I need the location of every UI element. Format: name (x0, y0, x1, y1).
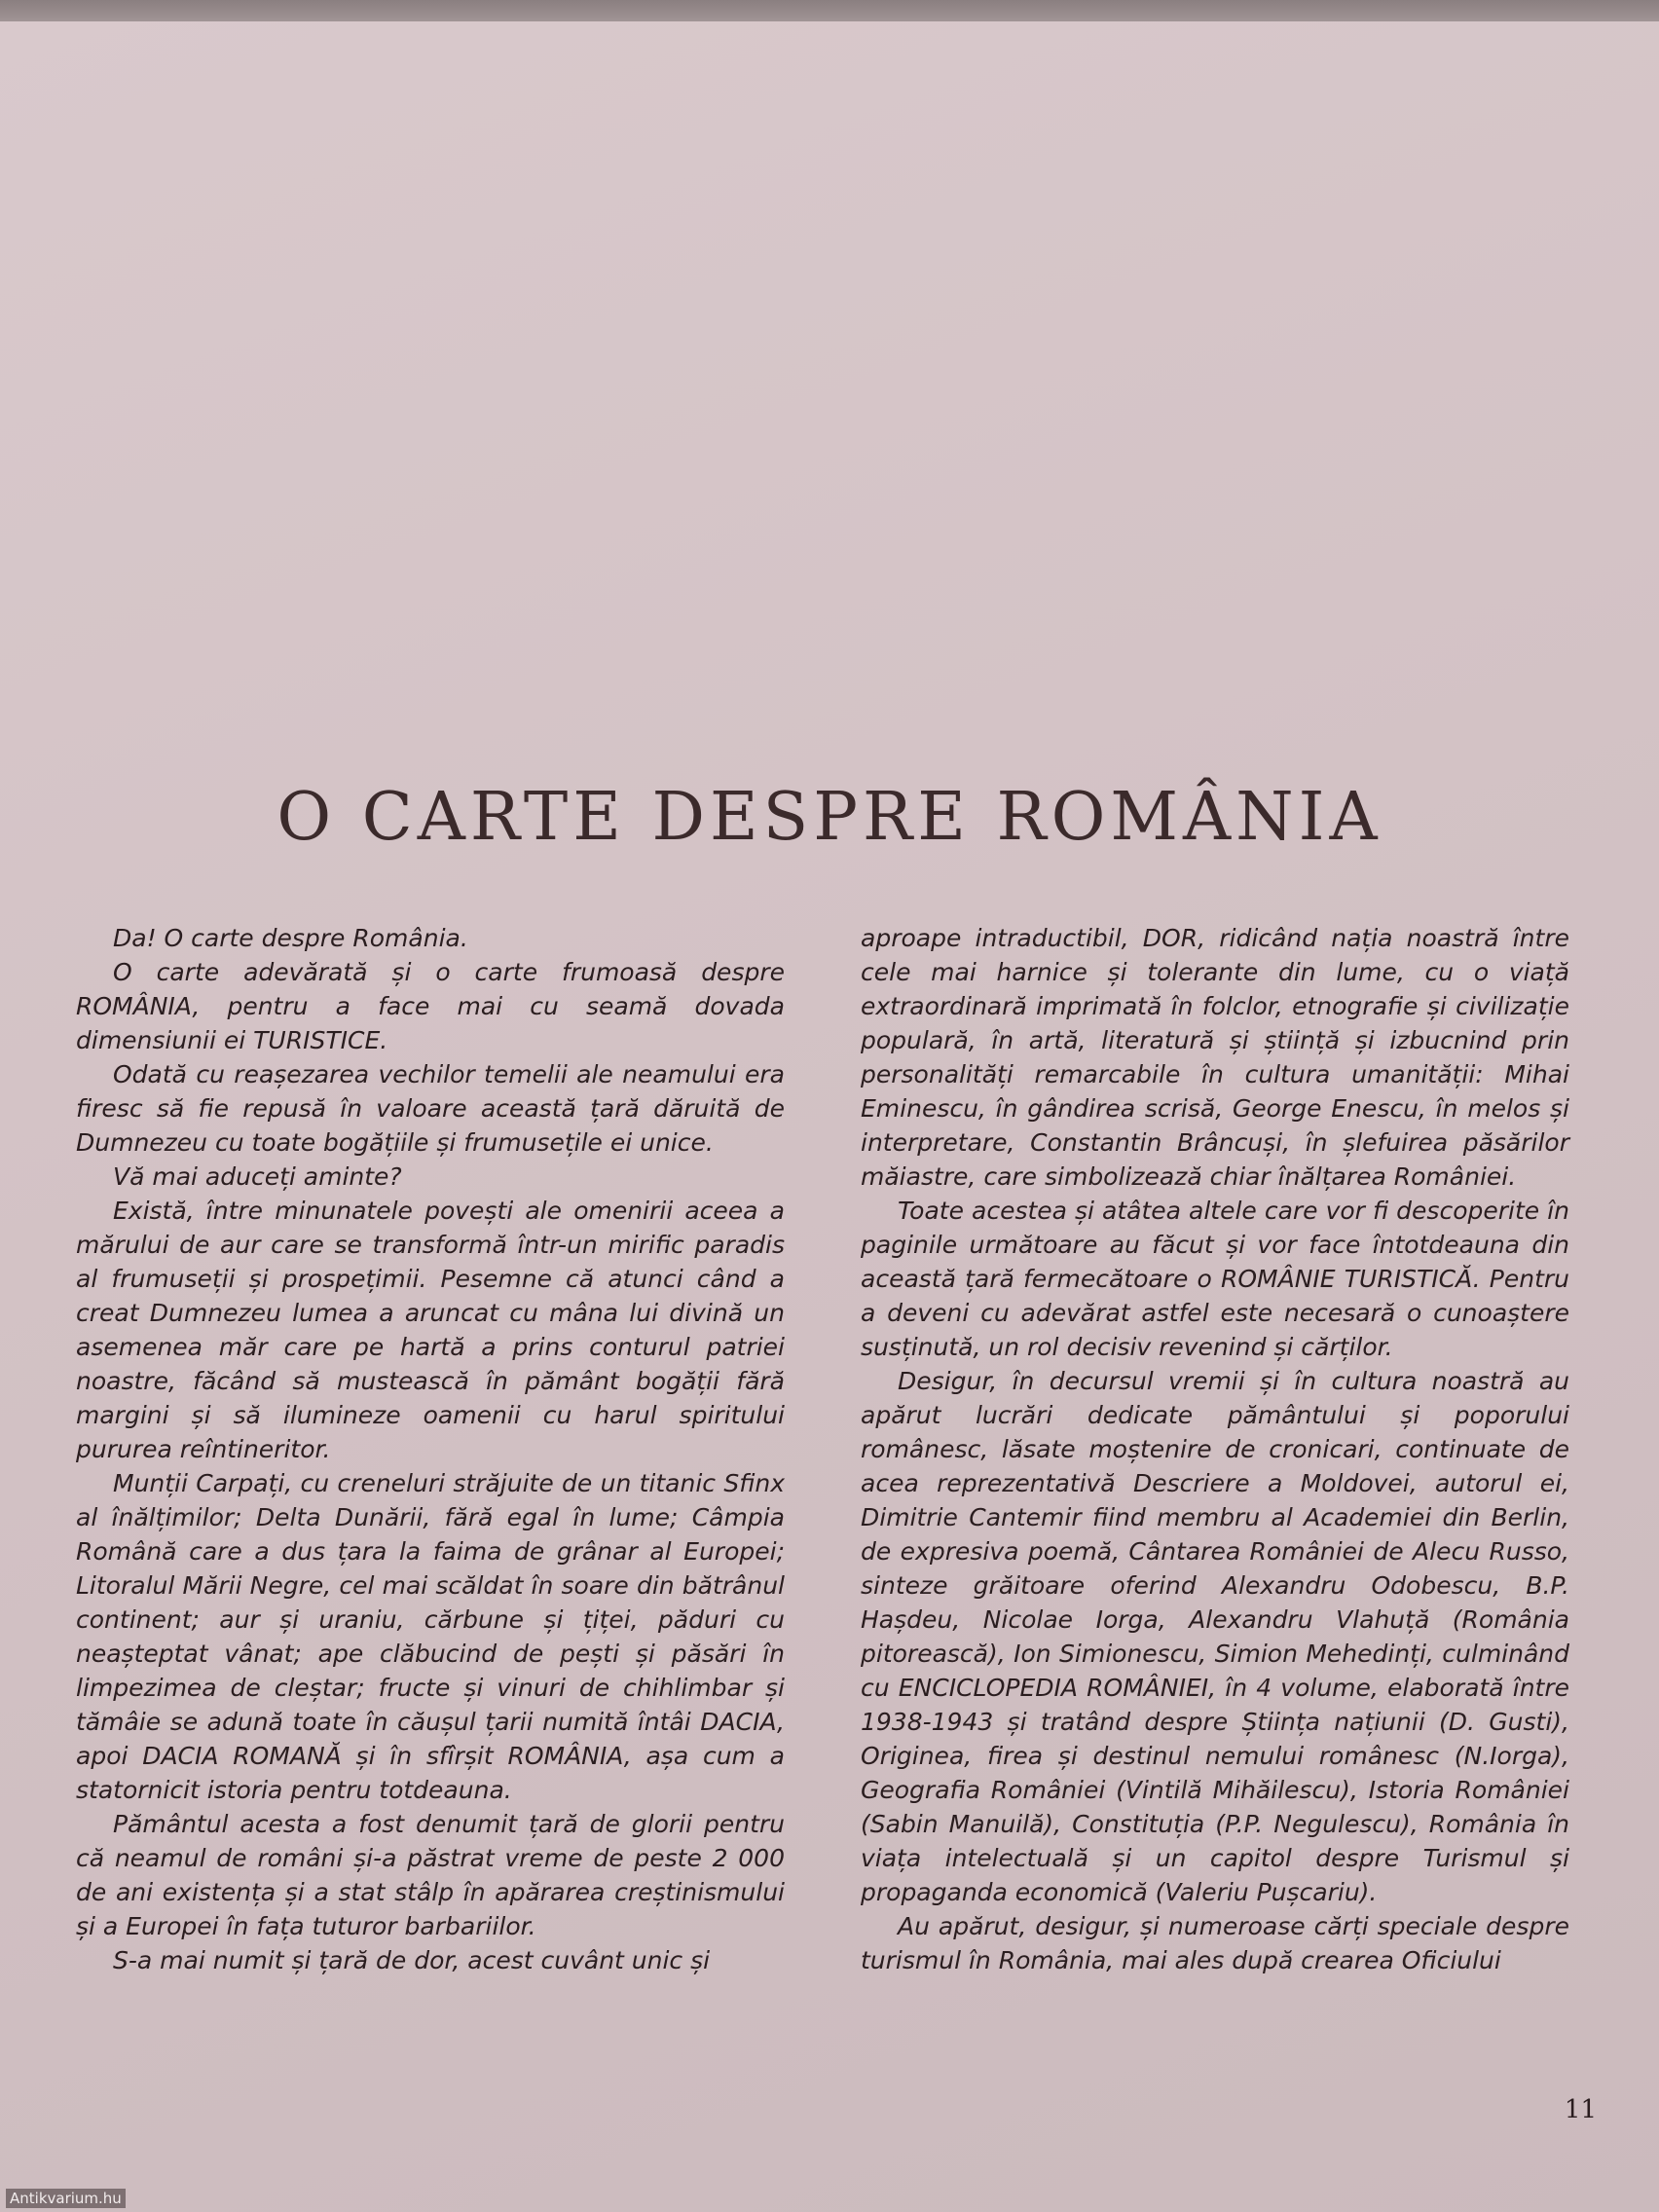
paragraph: S-a mai numit și țară de dor, acest cuvânt unic și (113, 1946, 711, 1974)
paragraph: Odată cu reașezarea vechilor temelii ale neamului era firesc să fie repusă în valoare această țară dăruită de Dumnezeu cu toate bogățiile și frumusețile ei unice. (76, 1060, 785, 1157)
paragraph: Au apărut, desigur, și numeroase cărți speciale despre turismul în România, mai ales după crearea Oficiului (861, 1912, 1569, 1974)
paragraph: O carte adevărată și o carte frumoasă despre ROMÂNIA, pentru a face mai cu seamă dovada dimensiunii ei TURISTICE. (76, 958, 785, 1054)
paragraph: Da! O carte despre România. (113, 924, 468, 952)
left-text-column (76, 921, 785, 1977)
page-title: O CARTE DESPRE ROMÂNIA (276, 779, 1382, 856)
page-number: 11 (1564, 2095, 1597, 2124)
paragraph: Pământul acesta a fost denumit țară de glorii pentru că neamul de români și-a păstrat vreme de peste 2 000 de ani existența și a stat stâlp în apărarea creștinismului și a Europei în fața tuturor barbariilor. (76, 1810, 785, 1940)
paragraph: Munții Carpați, cu creneluri străjuite de un titanic Sfinx al înălțimilor; Delta Dunării, fără egal în lume; Câmpia Română care a dus țara la faima de grânar al Europei; Litoralul Mării Negre, cel mai scăldat în soare din bătrânul continent; aur și uraniu, cărbune și țiței, păduri cu neașteptat vânat; ape clăbucind de pești și păsări în limpezimea de cleștar; fructe și vinuri de chihlimbar și tămâie se adună toate în căușul țarii numită întâi DACIA, apoi DACIA ROMANĂ și în sfîrșit ROMÂNIA, așa cum a statornicit istoria pentru totdeauna. (76, 1469, 785, 1804)
watermark: Antikvarium.hu (6, 2189, 126, 2208)
paragraph: Desigur, în decursul vremii și în cultura noastră au apărut lucrări dedicate pământului și poporului românesc, lăsate moștenire de cronicari, continuate de acea reprezentativă Descriere a Moldovei, autorul ei, Dimitrie Cantemir fiind membru al Academiei din Berlin, de expresiva poemă, Cântarea României de Alecu Russo, sinteze grăitoare oferind Alexandru Odobescu, B.P. Hașdeu, Nicolae Iorga, Alexandru Vlahuță (România pitorească), Ion Simionescu, Simion Mehedinți, culminând cu ENCICLOPEDIA ROMÂNIEI, în 4 volume, elaborată între 1938-1943 și tratând despre Știința națiunii (D. Gusti), Originea, firea și destinul nemului românesc (N.Iorga), Geografia României (Vintilă Mihăilescu), Istoria României (Sabin Manuilă), Constituția (P.P. Negulescu), România în viața intelectuală și un capitol despre Turismul și propaganda economică (Valeriu Pușcariu). (861, 1367, 1569, 1906)
paragraph: Toate acestea și atâtea altele care vor fi descoperite în paginile următoare au făcut și vor face întotdeauna din această țară fermecătoare o ROMÂNIE TURISTICĂ. Pentru a deveni cu adevărat astfel este necesară o cunoaștere susținută, un rol decisiv revenind și cărților. (861, 1197, 1569, 1361)
paragraph: aproape intraductibil, DOR, ridicând nația noastră între cele mai harnice și tolerante din lume, cu o viață extraordinară imprimată în folclor, etnografie și civilizație populară, în artă, literatură și știință și izbucnind prin personalități remarcabile în cultura umanității: Mihai Eminescu, în gândirea scrisă, George Enescu, în melos și interpretare, Constantin Brâncuși, în șlefuirea păsărilor măiastre, care simbolizează chiar înălțarea României. (861, 924, 1569, 1191)
paragraph: Vă mai aduceți aminte? (113, 1162, 402, 1191)
right-text-column (861, 921, 1569, 1977)
paragraph: Există, între minunatele povești ale omenirii aceea a mărului de aur care se transformă într-un mirific paradis al frumuseții și prospețimii. Pesemne că atunci când a creat Dumnezeu lumea a aruncat cu mâna lui divină un asemenea măr care pe hartă a prins conturul patriei noastre, făcând să mustească în pământ bogății fără margini și să ilumineze oamenii cu harul spiritului pururea reîntineritor. (76, 1197, 785, 1463)
